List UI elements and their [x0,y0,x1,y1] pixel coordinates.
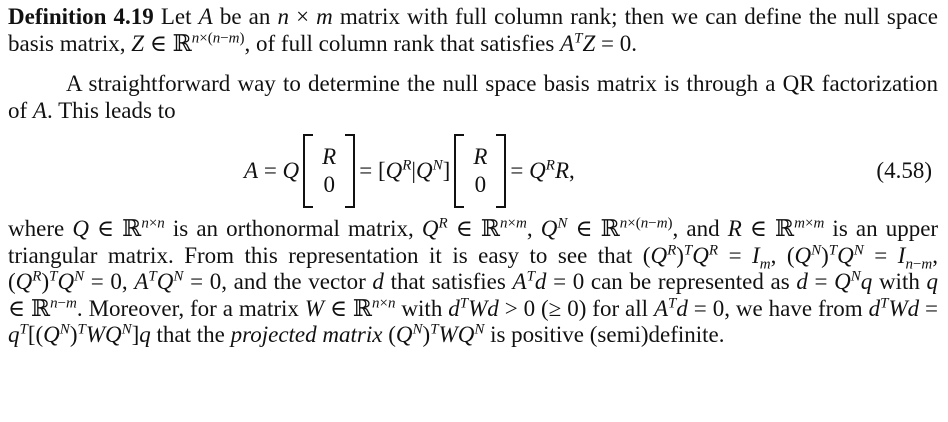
paragraph-properties: where Q ∈ ℝ$^{n\times n}$ is an orthonormal matrix, $Q^R$ ∈ ℝ$^{n\times m}$, $Q^N$ ∈ ℝ$^{n\times(n-m)}$, and R ∈ ℝ$^{m\times m}$ is an upper triangular matrix. From this representation it is easy to see that $(Q^R)^TQ^R = I_m$, $(Q^N)^TQ^N = I_{n-m}$, $(Q^R)^TQ^N = 0$, $A^TQ^N = 0$, and the vector d that satisfies $A^Td = 0$ can be represented as $d = Q^Nq$ with q ∈ ℝ$^{n-m}$. Moreover, for a matrix W ∈ ℝ$^{n\times n}$ with $d^TWd > 0$ (≥ 0) for all $A^Td = 0$, we have from $d^TWd = q^T[(Q^N)^TWQ^N]q$ that the projected matrix $(Q^N)^TWQ^N$ is positive (semi)definite. [8,215,939,347]
matrix-bottom: 0 [323,172,335,197]
page [8,4,938,349]
matrix-top: R [473,144,488,169]
definition-paragraph: Definition 4.19 Let A be an n × m matrix with full column rank; then we can define the null space basis matrix, Z ∈ ℝ$^{n\times(n-m)}$, of full column rank that satisfies $A^TZ = 0$. [8,4,939,56]
block-matrix [454,134,506,208]
block-matrix [303,134,355,208]
definition-label: Definition 4.19 [8,4,154,29]
equation-4-58 [8,130,938,212]
matrix-bottom: 0 [474,172,487,197]
paragraph-qr-intro: A straightforward way to determine the null space basis matrix is through a QR factorization of A. This leads to [8,71,938,123]
equation-body: A = Q R 0 = $[Q^R|Q^N]$ R 0 = $Q^RR$, [244,130,575,212]
matrix-top: R [322,144,337,169]
equation-number: (4.58) [876,158,932,183]
